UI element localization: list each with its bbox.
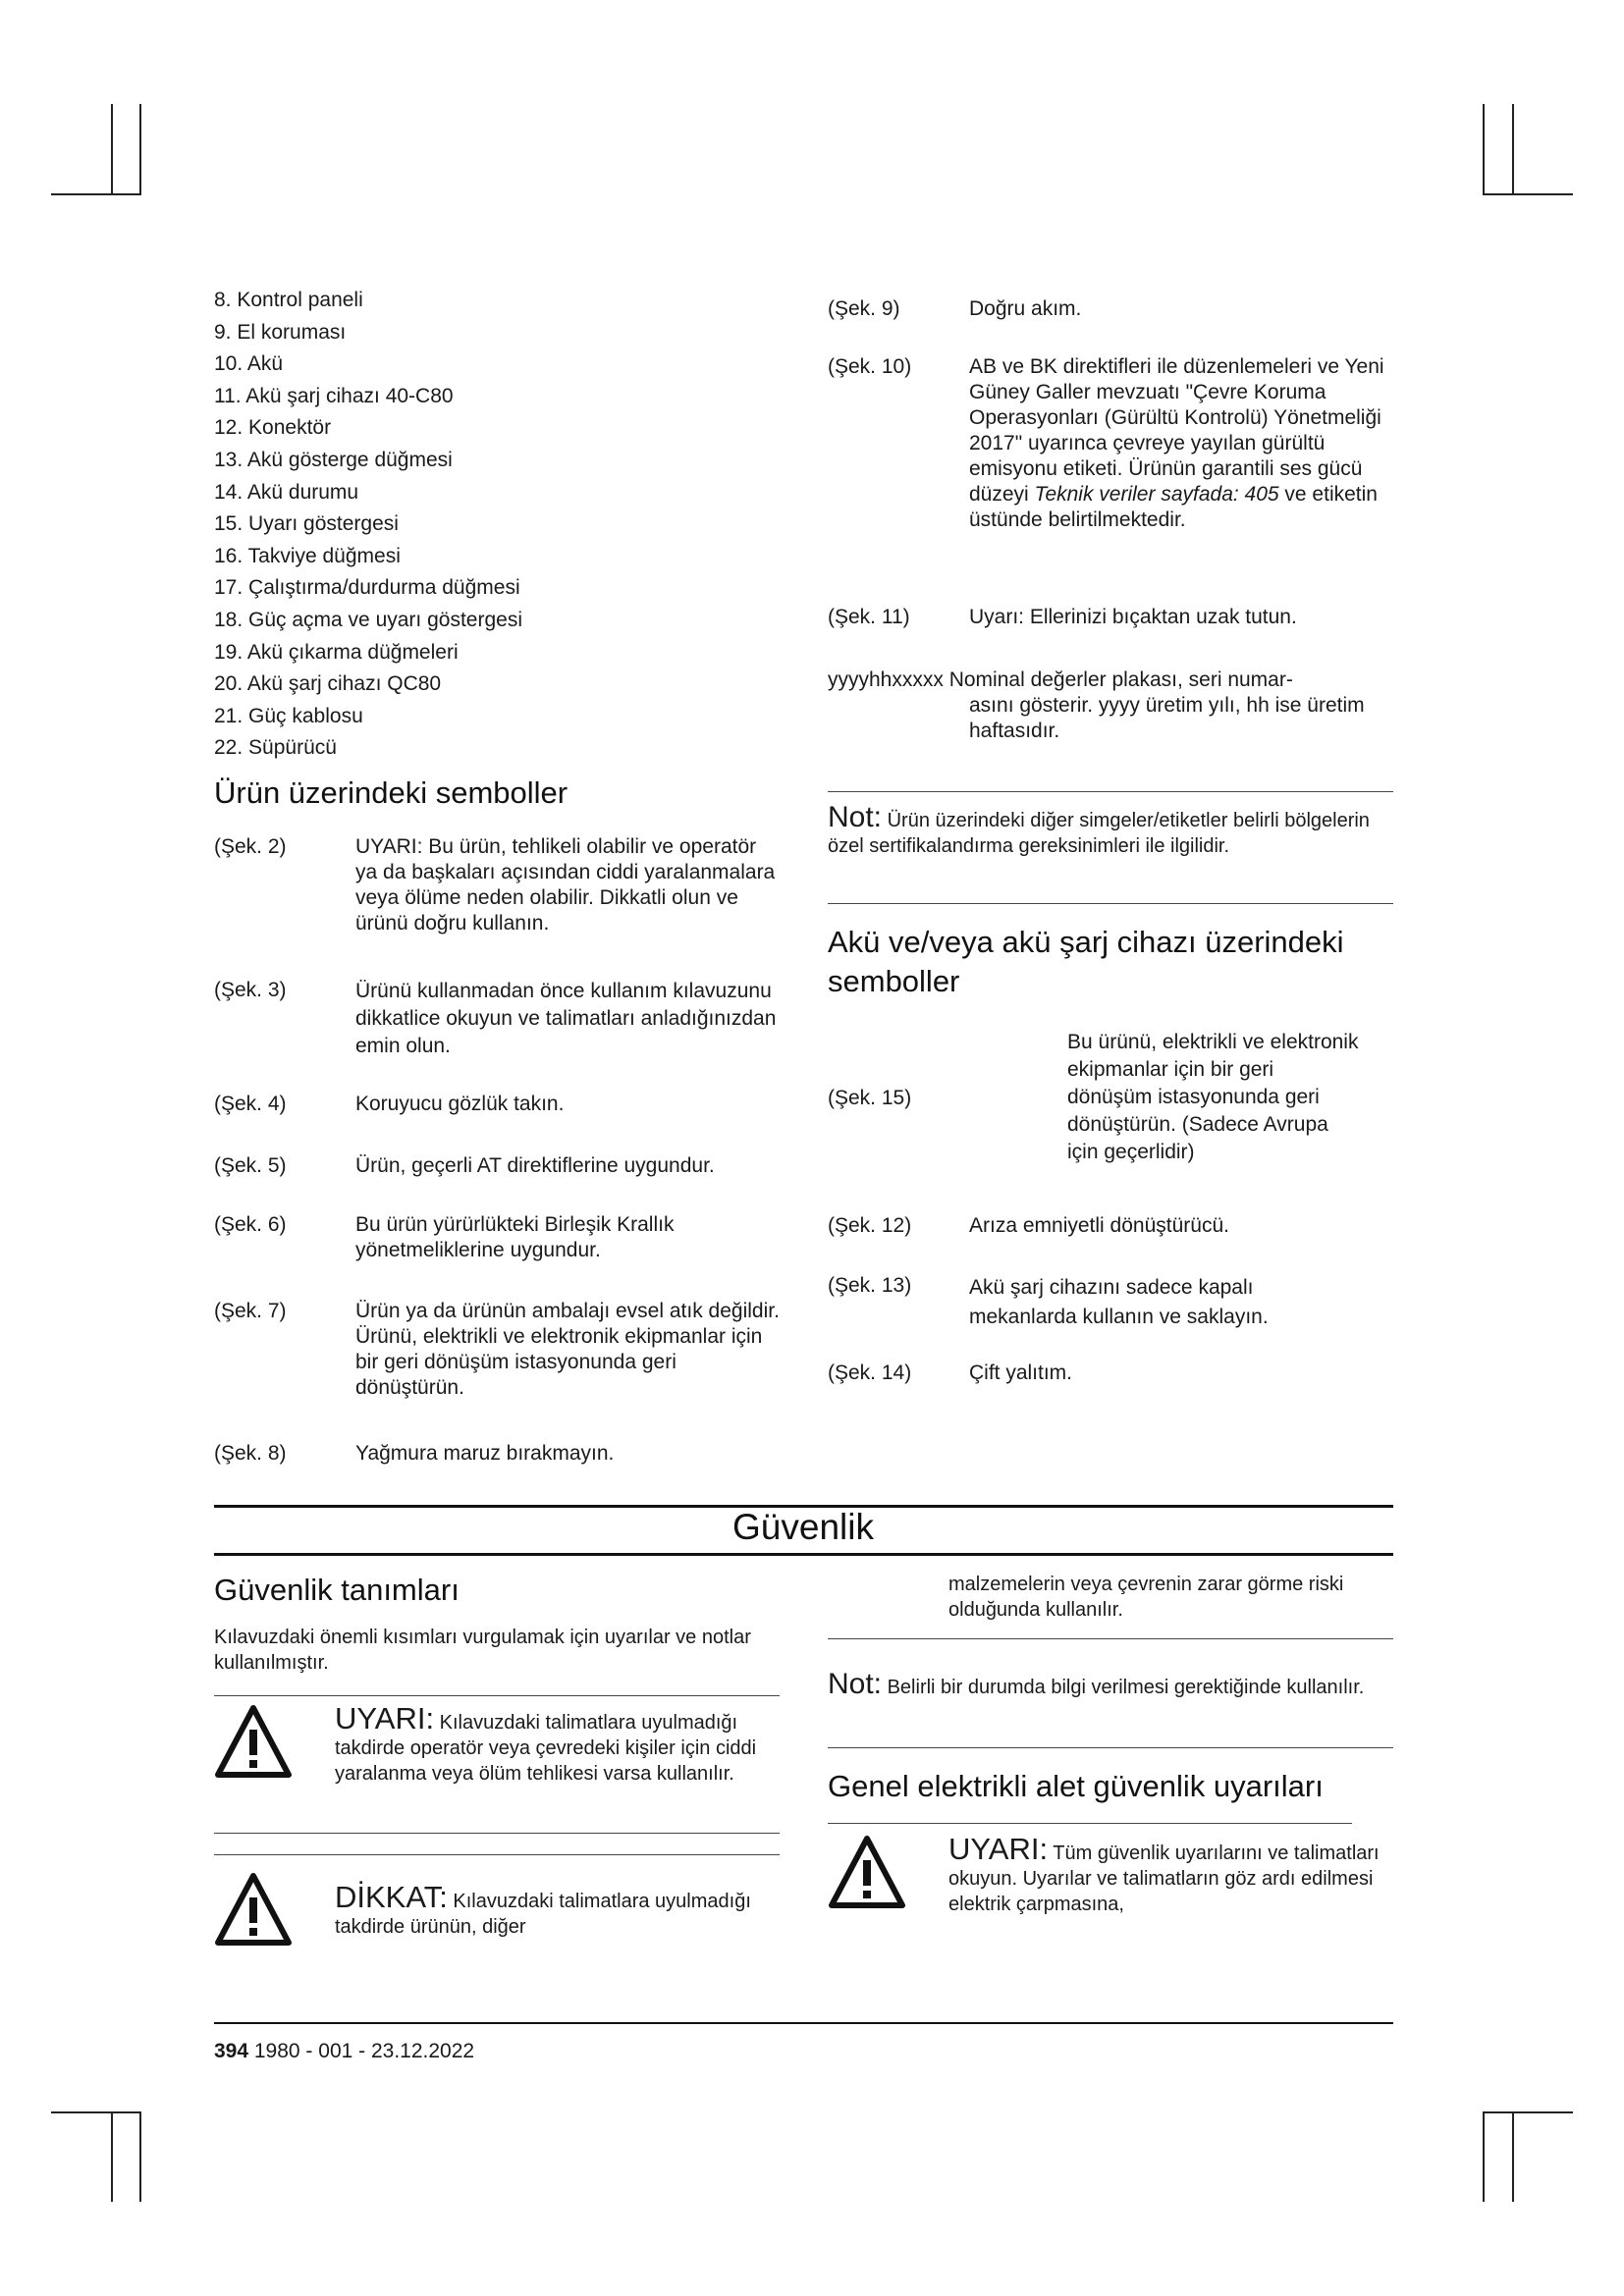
figure-ref: (Şek. 5) bbox=[214, 1154, 287, 1177]
symbol-description bbox=[969, 354, 1393, 533]
crop-mark bbox=[1483, 193, 1573, 195]
footer-divider bbox=[214, 2022, 1393, 2024]
symbol-description: Arıza emniyetli dönüştürücü. bbox=[969, 1214, 1229, 1237]
rating-plate-text: asını gösterir. yyyy üretim yılı, hh ise üretim haftasıdır. bbox=[969, 694, 1365, 742]
figure-ref: (Şek. 6) bbox=[214, 1213, 287, 1236]
general-safety-heading: Genel elektrikli alet güvenlik uyarıları bbox=[828, 1769, 1324, 1803]
warning-block bbox=[335, 1702, 782, 1787]
divider bbox=[828, 1638, 1393, 1639]
note-label: Not: bbox=[828, 801, 883, 833]
list-item: 12. Konektör bbox=[214, 416, 332, 440]
figure-ref: (Şek. 2) bbox=[214, 835, 287, 858]
caution-block bbox=[335, 1881, 767, 1940]
symbol-description: Bu ürünü, elektrikli ve elektronik ekipmanlar için bir geri dönüşüm istasyonunda geri dönüştürün. (Sadece Avrupa için geçerlidir) bbox=[1067, 1031, 1359, 1163]
figure-ref: (Şek. 13) bbox=[828, 1274, 912, 1297]
list-item: 15. Uyarı göstergesi bbox=[214, 512, 399, 536]
battery-symbols-heading: Akü ve/veya akü şarj cihazı üzerindeki semboller bbox=[828, 925, 1344, 998]
figure-ref: (Şek. 12) bbox=[828, 1214, 912, 1237]
divider bbox=[214, 1854, 780, 1855]
crop-mark bbox=[51, 2111, 141, 2113]
divider bbox=[214, 1553, 1393, 1556]
definitions-intro: Kılavuzdaki önemli kısımları vurgulamak için uyarılar ve notlar kullanılmıştır. bbox=[214, 1627, 751, 1674]
rating-plate-code: yyyyhhxxxxx bbox=[828, 668, 944, 691]
divider bbox=[828, 1823, 1352, 1824]
list-item: 18. Güç açma ve uyarı göstergesi bbox=[214, 608, 522, 631]
divider bbox=[828, 1747, 1393, 1748]
symbol-description-part: ve etiketin üstünde belirtilmektedir. bbox=[969, 483, 1378, 531]
symbol-description: Akü şarj cihazını sadece kapalı mekanlarda kullanın ve saklayın. bbox=[969, 1276, 1269, 1328]
crop-mark bbox=[1512, 2111, 1514, 2202]
note bbox=[828, 803, 1393, 859]
caution-text: Kılavuzdaki talimatlara uyulmadığı takdirde ürünün, diğer bbox=[335, 1891, 751, 1938]
list-item: 22. Süpürücü bbox=[214, 736, 337, 760]
crop-mark bbox=[111, 2111, 113, 2202]
warning-text: Tüm güvenlik uyarılarını ve talimatları okuyun. Uyarılar ve talimatların göz ardı edilmesi elektrik çarpmasına, bbox=[948, 1842, 1380, 1915]
list-item: 10. Akü bbox=[214, 352, 284, 376]
note-text: Ürün üzerindeki diğer simgeler/etiketler belirli bölgelerin özel sertifikalandırma gereksinimleri ile ilgilidir. bbox=[828, 810, 1370, 857]
crop-mark bbox=[1512, 104, 1514, 194]
page-footer bbox=[214, 2040, 474, 2063]
figure-ref: (Şek. 7) bbox=[214, 1300, 287, 1322]
symbol-description: UYARI: Bu ürün, tehlikeli olabilir ve operatör ya da başkaları açısından ciddi yaralanmalara veya ölüme neden olabilir. Dikkatli olun ve ürünü doğru kullanın. bbox=[355, 835, 776, 934]
product-symbols-heading: Ürün üzerindeki semboller bbox=[214, 775, 568, 810]
figure-ref: (Şek. 3) bbox=[214, 979, 287, 1001]
symbol-description: Bu ürün yürürlükteki Birleşik Krallık yönetmeliklerine uygundur. bbox=[355, 1213, 675, 1261]
warning-triangle-icon bbox=[214, 1702, 293, 1781]
symbol-description: Ürünü kullanmadan önce kullanım kılavuzunu dikkatlice okuyun ve talimatları anladığınızdan emin olun. bbox=[355, 980, 777, 1057]
crop-mark bbox=[139, 104, 141, 194]
note bbox=[828, 1670, 1393, 1700]
figure-ref: (Şek. 9) bbox=[828, 297, 900, 320]
list-item: 19. Akü çıkarma düğmeleri bbox=[214, 640, 459, 664]
note-text: Belirli bir durumda bilgi verilmesi gerektiğinde kullanılır. bbox=[882, 1677, 1365, 1698]
note-label: Not: bbox=[828, 1668, 883, 1700]
list-item: 9. El koruması bbox=[214, 320, 347, 344]
divider bbox=[214, 1833, 780, 1834]
crop-mark bbox=[111, 104, 113, 194]
list-item: 11. Akü şarj cihazı 40-C80 bbox=[214, 384, 454, 407]
crop-mark bbox=[1483, 2111, 1485, 2202]
figure-ref: (Şek. 10) bbox=[828, 355, 912, 378]
doc-id: 1980 - 001 - 23.12.2022 bbox=[248, 2040, 475, 2062]
symbol-description: Ürün, geçerli AT direktiflerine uygundur. bbox=[355, 1154, 715, 1177]
symbol-description: Ürün ya da ürünün ambalajı evsel atık değildir. Ürünü, elektrikli ve elektronik ekipmanlar için bir geri dönüşüm istasyonunda geri dönüştürün. bbox=[355, 1300, 780, 1399]
list-item: 13. Akü gösterge düğmesi bbox=[214, 448, 453, 471]
symbol-description: Çift yalıtım. bbox=[969, 1362, 1073, 1384]
crop-mark bbox=[139, 2111, 141, 2202]
page-number: 394 bbox=[214, 2040, 249, 2062]
warning-triangle-icon bbox=[828, 1833, 906, 1911]
rating-plate-row bbox=[828, 667, 1393, 744]
list-item: 17. Çalıştırma/durdurma düğmesi bbox=[214, 576, 520, 600]
list-item: 14. Akü durumu bbox=[214, 480, 359, 504]
divider bbox=[828, 791, 1393, 792]
page-link[interactable]: Teknik veriler sayfada: 405 bbox=[1034, 483, 1279, 506]
definitions-heading: Güvenlik tanımları bbox=[214, 1573, 460, 1607]
parts-list bbox=[214, 285, 780, 765]
symbol-description: Yağmura maruz bırakmayın. bbox=[355, 1442, 615, 1465]
divider bbox=[828, 903, 1393, 904]
caution-triangle-icon bbox=[214, 1870, 293, 1949]
warning-label: UYARI: bbox=[335, 1701, 435, 1735]
list-item: 16. Takviye düğmesi bbox=[214, 544, 401, 567]
crop-mark bbox=[1483, 2111, 1573, 2113]
figure-ref: (Şek. 4) bbox=[214, 1093, 287, 1115]
symbol-description: Doğru akım. bbox=[969, 297, 1082, 320]
figure-ref: (Şek. 11) bbox=[828, 606, 910, 628]
divider bbox=[214, 1695, 780, 1696]
warning-label: UYARI: bbox=[948, 1832, 1049, 1866]
caution-continued: malzemelerin veya çevrenin zarar görme riski olduğunda kullanılır. bbox=[948, 1574, 1344, 1621]
crop-mark bbox=[1483, 104, 1485, 194]
caution-label: DİKKAT: bbox=[335, 1880, 448, 1914]
rating-plate-line-1 bbox=[828, 667, 1393, 693]
general-warning-block bbox=[948, 1833, 1380, 1917]
list-item: 21. Güç kablosu bbox=[214, 704, 363, 727]
symbol-description-part: AB ve BK direktifleri ile düzenlemeleri ve Yeni Güney Galler mevzuatı "Çevre Koruma Operasyonları (Gürültü Kontrolü) Yönetmeliği 2017" uyarınca çevreye yayılan gürültü emisyonu etiketi. Ürünün garantili ses gücü düzeyi bbox=[969, 355, 1384, 506]
symbol-description: Koruyucu gözlük takın. bbox=[355, 1093, 565, 1115]
list-item: 8. Kontrol paneli bbox=[214, 289, 363, 311]
list-item: 20. Akü şarj cihazı QC80 bbox=[214, 672, 442, 696]
crop-mark bbox=[51, 193, 141, 195]
symbol-description: Uyarı: Ellerinizi bıçaktan uzak tutun. bbox=[969, 606, 1297, 628]
figure-ref: (Şek. 8) bbox=[214, 1442, 287, 1465]
warning-text: Kılavuzdaki talimatlara uyulmadığı takdirde operatör veya çevredeki kişiler için ciddi yaralanma veya ölüm tehlikesi varsa kullanılır. bbox=[335, 1712, 757, 1785]
section-title: Güvenlik bbox=[732, 1507, 874, 1547]
rating-plate-text: Nominal değerler plakası, seri numar- bbox=[948, 668, 1293, 691]
figure-ref: (Şek. 14) bbox=[828, 1362, 912, 1384]
figure-ref: (Şek. 15) bbox=[828, 1087, 912, 1109]
